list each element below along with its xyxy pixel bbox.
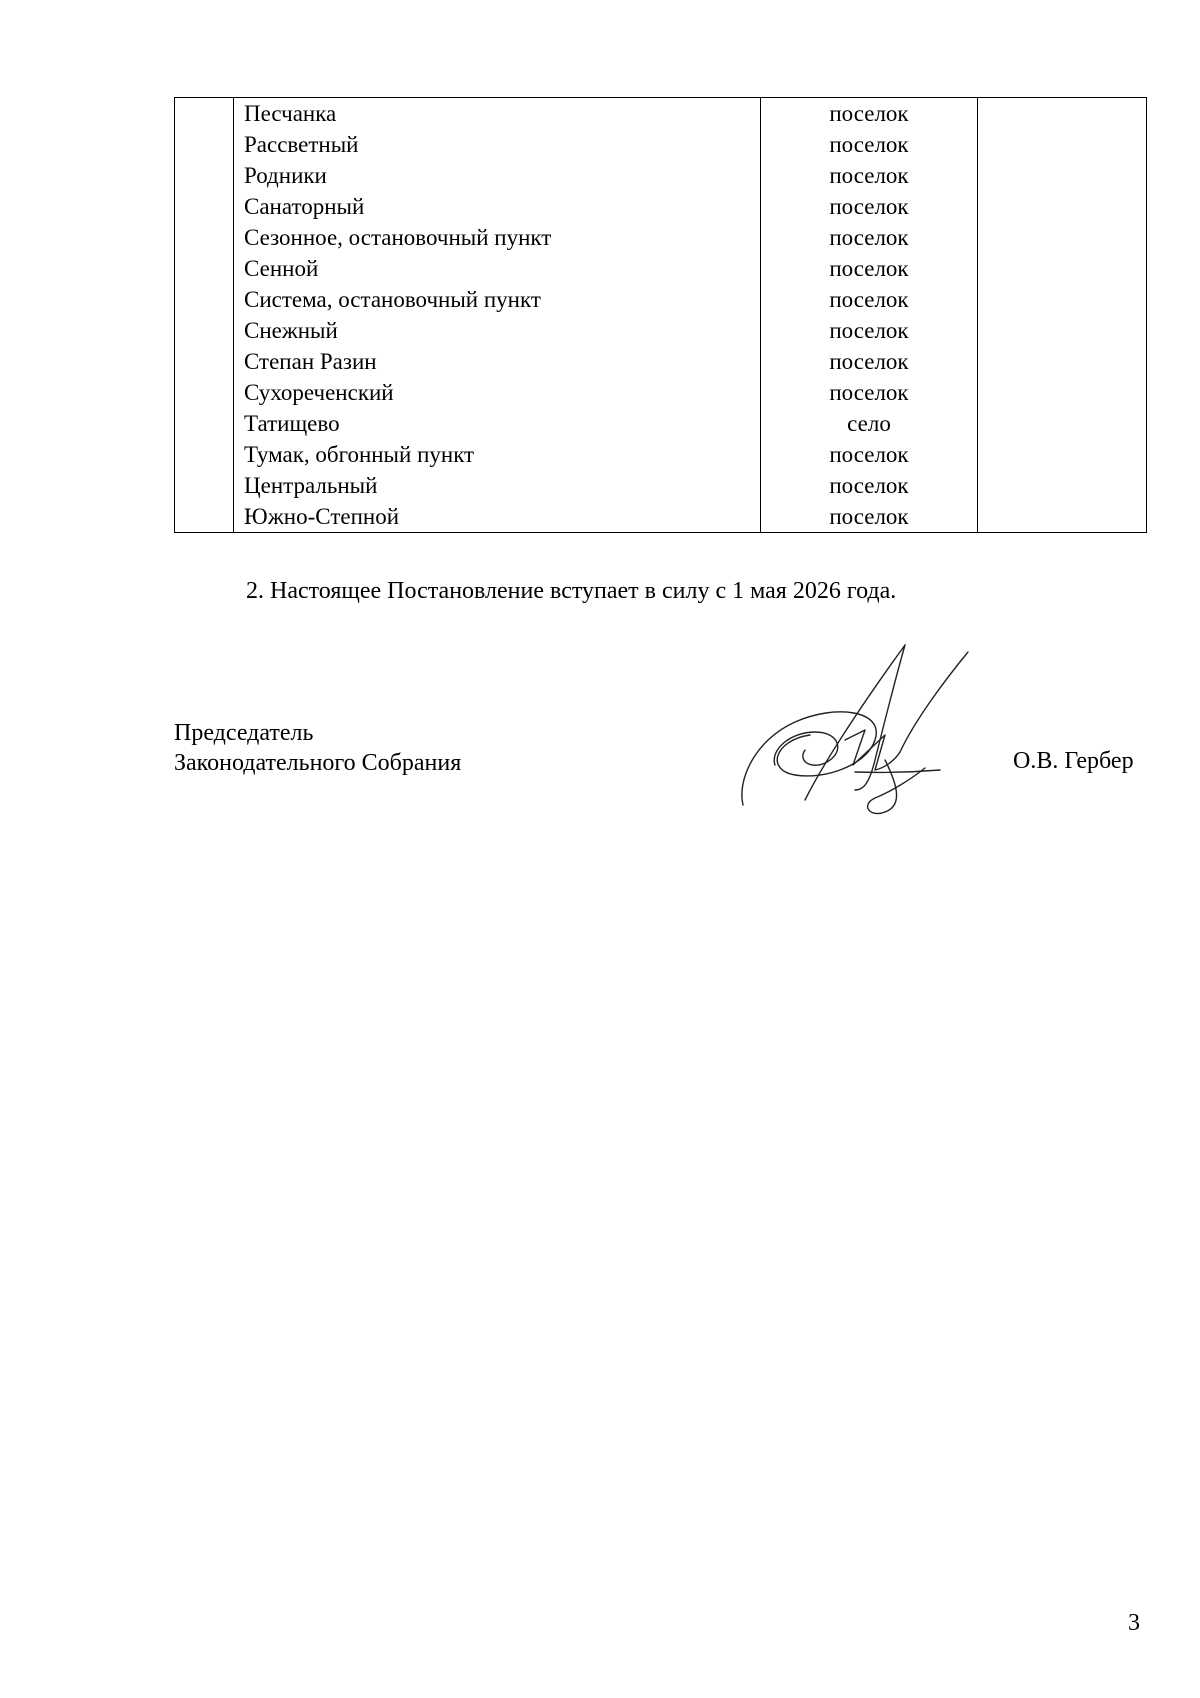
settlement-name: Система, остановочный пункт: [244, 287, 541, 312]
settlement-name: Песчанка: [244, 101, 337, 126]
settlement-type: поселок: [829, 442, 909, 467]
settlement-type: поселок: [829, 225, 909, 250]
settlement-type: поселок: [829, 504, 909, 529]
settlement-type: поселок: [829, 473, 909, 498]
settlement-name: Снежный: [244, 318, 338, 343]
number-column-cell: [175, 98, 234, 533]
settlement-name: Сезонное, остановочный пункт: [244, 225, 552, 250]
signatory-title-line-1: Председатель: [174, 720, 314, 746]
settlement-name-column: [234, 98, 761, 533]
settlement-type: поселок: [829, 163, 909, 188]
signatory-title-line-2: Законодательного Собрания: [174, 750, 462, 776]
signer-name: О.В. Гербер: [1013, 748, 1134, 774]
settlement-name: Южно-Степной: [244, 504, 400, 529]
settlement-type: поселок: [829, 380, 909, 405]
handwritten-signature: [735, 640, 995, 820]
settlement-name: Сухореченский: [244, 380, 394, 405]
settlement-type: поселок: [829, 132, 909, 157]
settlement-name: Татищево: [244, 411, 340, 436]
effective-date-paragraph: 2. Настоящее Постановление вступает в силу с 1 мая 2026 года.: [246, 578, 897, 604]
page-number: 3: [1128, 1610, 1140, 1636]
settlement-type-column: [761, 98, 978, 533]
table-row: [175, 98, 1147, 533]
settlement-name: Рассветный: [244, 132, 359, 157]
settlement-type: поселок: [829, 349, 909, 374]
settlement-name: Центральный: [244, 473, 378, 498]
settlement-name: Сенной: [244, 256, 319, 281]
settlement-type: поселок: [829, 256, 909, 281]
settlement-type: село: [847, 411, 891, 436]
settlement-type: поселок: [829, 101, 909, 126]
settlement-name: Степан Разин: [244, 349, 377, 374]
settlement-type: поселок: [829, 318, 909, 343]
extra-column-cell: [978, 98, 1147, 533]
settlements-table: [174, 97, 1147, 533]
settlement-name: Родники: [244, 163, 327, 188]
settlement-type: поселок: [829, 287, 909, 312]
settlement-name: Тумак, обгонный пункт: [244, 442, 475, 467]
signatory-title: [174, 718, 461, 778]
settlement-name: Санаторный: [244, 194, 365, 219]
settlement-type: поселок: [829, 194, 909, 219]
